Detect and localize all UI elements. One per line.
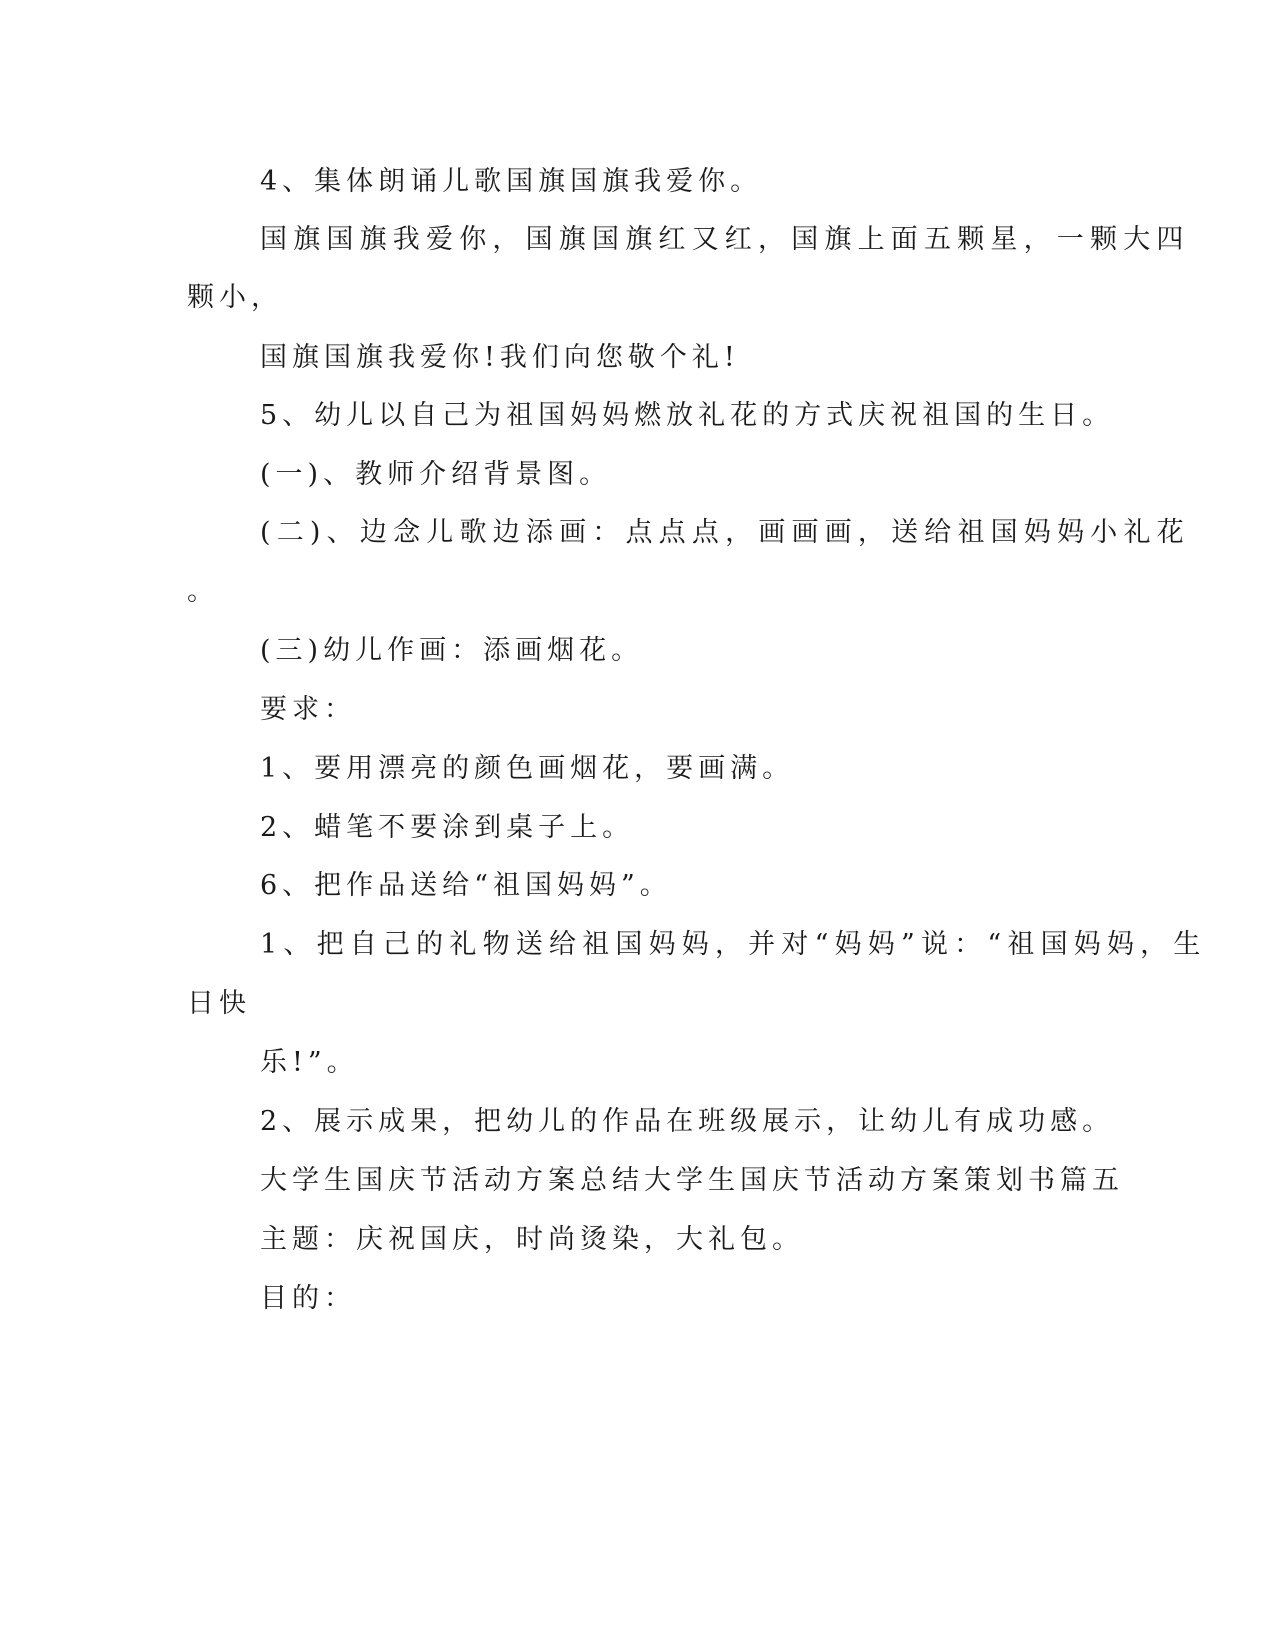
text-line: 日快 bbox=[187, 988, 251, 1019]
text-line: 5、幼儿以自己为祖国妈妈燃放礼花的方式庆祝祖国的生日。 bbox=[260, 400, 1115, 431]
text-line: 国旗国旗我爱你，国旗国旗红又红，国旗上面五颗星，一颗大四 bbox=[260, 224, 1190, 255]
text-line: 2、蜡笔不要涂到桌子上。 bbox=[260, 812, 635, 843]
text-line: (三)幼儿作画：添画烟花。 bbox=[260, 635, 644, 666]
text-line: 1、把自己的礼物送给祖国妈妈，并对“妈妈”说：“祖国妈妈，生 bbox=[260, 929, 1207, 960]
text-line: 。 bbox=[187, 576, 219, 607]
text-line: 国旗国旗我爱你!我们向您敬个礼! bbox=[260, 342, 740, 373]
text-line: 目的： bbox=[260, 1283, 356, 1314]
text-line: 颗小， bbox=[187, 282, 283, 313]
text-line: 6、把作品送给“祖国妈妈”。 bbox=[260, 870, 672, 901]
text-line: 主题：庆祝国庆，时尚烫染，大礼包。 bbox=[260, 1224, 804, 1255]
text-line: 1、要用漂亮的颜色画烟花，要画满。 bbox=[260, 753, 795, 784]
text-line: 要求： bbox=[260, 694, 356, 725]
text-line: 2、展示成果，把幼儿的作品在班级展示，让幼儿有成功感。 bbox=[260, 1106, 1115, 1137]
text-line: 大学生国庆节活动方案总结大学生国庆节活动方案策划书篇五 bbox=[260, 1165, 1124, 1196]
text-line: (一)、教师介绍背景图。 bbox=[260, 459, 612, 490]
text-line: 乐!”。 bbox=[260, 1047, 359, 1078]
text-line: 4、集体朗诵儿歌国旗国旗我爱你。 bbox=[260, 166, 763, 197]
text-line: (二)、边念儿歌边添画：点点点，画画画，送给祖国妈妈小礼花 bbox=[260, 517, 1190, 548]
